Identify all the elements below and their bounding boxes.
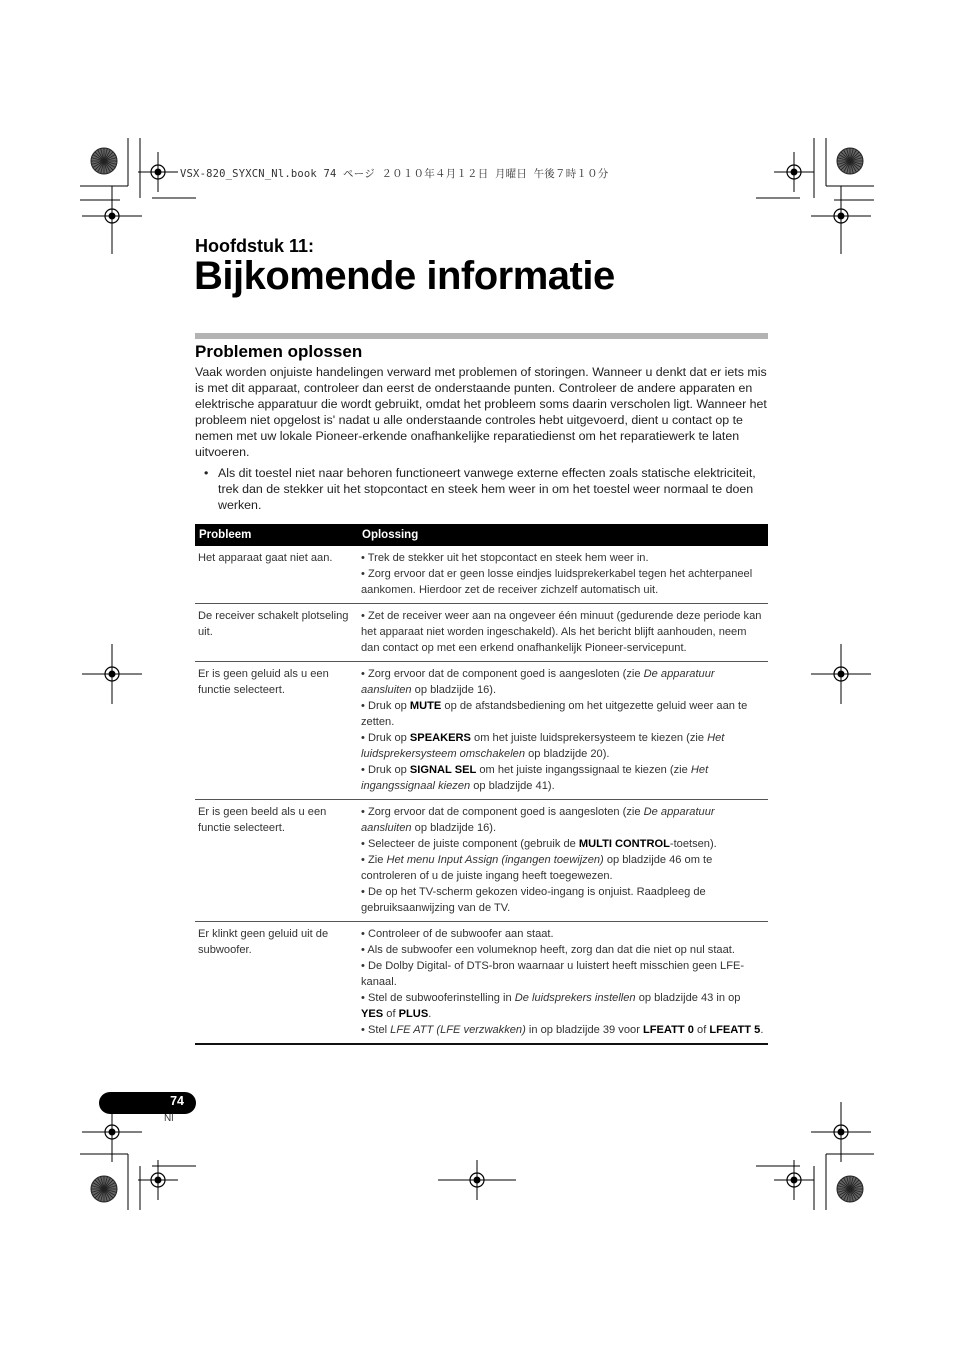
table-row xyxy=(195,922,768,1045)
solution-text: • Stel xyxy=(361,1024,391,1036)
reference-title: Het ingangssignaal kiezen xyxy=(361,764,709,792)
reference-title: Het menu Input Assign (ingangen toewijzen) xyxy=(386,854,604,866)
key-label: MUTE xyxy=(409,700,442,712)
reference-title: LFE ATT (LFE verzwakken) xyxy=(390,1024,526,1036)
solution-text: • De op het TV-scherm gekozen video-ingang is onjuist. Raadpleeg de gebruiksaanwijzing van de TV. xyxy=(361,886,706,914)
solution-line xyxy=(361,566,764,598)
key-label: LFEATT 0 xyxy=(642,1024,694,1036)
solution-text: op bladzijde 41). xyxy=(470,780,555,792)
solution-cell xyxy=(358,546,768,604)
solution-text: • Druk op xyxy=(361,700,410,712)
crosshair-dot xyxy=(155,1177,162,1184)
crosshair-dot xyxy=(791,169,798,176)
page-language: Nl xyxy=(164,1113,174,1124)
crosshair-dot xyxy=(791,1177,798,1184)
table-header-row xyxy=(195,524,768,546)
key-label: LFEATT 5 xyxy=(709,1024,761,1036)
solution-text: op bladzijde 43 in op xyxy=(635,992,741,1004)
header-solution: Oplossing xyxy=(358,524,768,546)
solution-line xyxy=(361,990,764,1022)
solution-text: -toetsen). xyxy=(669,838,717,850)
solution-text: op bladzijde 16). xyxy=(411,684,497,696)
key-label: YES xyxy=(361,1008,384,1020)
chapter-title: Bijkomende informatie xyxy=(194,254,615,298)
solution-text: op bladzijde 16). xyxy=(411,822,497,834)
crosshair-dot xyxy=(155,169,162,176)
crosshair-dot xyxy=(109,671,116,678)
key-label: SPEAKERS xyxy=(409,732,471,744)
problem-cell: Er is geen beeld als u een functie selecteert. xyxy=(195,800,358,922)
section-title: Problemen oplossen xyxy=(195,342,363,361)
key-label: MULTI CONTROL xyxy=(578,838,670,850)
bullet-text: Als dit toestel niet naar behoren functioneert vanwege externe effecten zoals statische elektriciteit, trek dan de stekker uit het stopcontact en steek hem weer in om het toestel weer normaal te doen werken. xyxy=(218,466,756,512)
solution-text: op bladzijde 20). xyxy=(525,748,610,760)
solution-line xyxy=(361,926,764,942)
solution-cell xyxy=(358,604,768,662)
solution-line xyxy=(361,730,764,762)
table-row xyxy=(195,800,768,922)
solution-text: • Zie xyxy=(361,854,387,866)
key-label: PLUS xyxy=(398,1008,429,1020)
reference-title: De apparatuur aansluiten xyxy=(361,806,715,834)
solution-line xyxy=(361,958,764,990)
solution-text: op bladzijde 46 om te controleren of u de juiste ingang heeft toegewezen. xyxy=(361,854,713,882)
solution-text: om het juiste luidsprekersysteem te kiezen (zie xyxy=(470,732,708,744)
chapter-label: Hoofdstuk 11: xyxy=(195,236,315,256)
solution-line xyxy=(361,804,764,836)
solution-text: • Stel de subwooferinstelling in xyxy=(361,992,515,1004)
solution-text: of xyxy=(383,1008,399,1020)
crosshair-dot xyxy=(838,1129,845,1136)
solution-text: om het juiste ingangssignaal te kiezen (zie xyxy=(476,764,691,776)
solution-line xyxy=(361,608,764,656)
solution-line xyxy=(361,666,764,698)
page-number: 74 xyxy=(170,1094,184,1108)
solution-line xyxy=(361,942,764,958)
reference-title: De luidsprekers instellen xyxy=(514,992,636,1004)
crosshair-dot xyxy=(109,1129,116,1136)
solution-text: • De Dolby Digital- of DTS-bron waarnaar u luistert heeft misschien geen LFE-kanaal. xyxy=(361,960,745,988)
solution-text: • Zet de receiver weer aan na ongeveer één minuut (gedurende deze periode kan het apparaat niet worden ingeschakeld). Als het bericht blijft aanhouden, neem dan contact op met een erkend onafhankelijk Pioneer-servicepunt. xyxy=(361,610,762,654)
print-header-line: VSX-820_SYXCN_Nl.book 74 ページ ２０１０年４月１２日 月曜日 午後７時１０分 xyxy=(180,168,609,180)
problem-cell: Er klinkt geen geluid uit de subwoofer. xyxy=(195,922,358,1045)
solution-text: op de afstandsbediening om het uitgezette geluid weer aan te zetten. xyxy=(361,700,748,728)
troubleshooting-table xyxy=(195,524,768,1045)
solution-text: • Druk op xyxy=(361,732,410,744)
solution-text: • Als de subwoofer een volumeknop heeft, zorg dan dat die niet op nul staat. xyxy=(361,944,735,956)
table-body xyxy=(195,546,768,1044)
solution-text: • Zorg ervoor dat de component goed is aangesloten (zie xyxy=(361,806,644,818)
solution-text: • Zorg ervoor dat de component goed is aangesloten (zie xyxy=(361,668,644,680)
solution-text: of xyxy=(693,1024,710,1036)
solution-line xyxy=(361,852,764,884)
solution-text: • Druk op xyxy=(361,764,410,776)
solution-line xyxy=(361,836,764,852)
section-rule xyxy=(195,333,768,339)
bullet-symbol: • xyxy=(204,466,209,480)
solution-text: • Trek de stekker uit het stopcontact en steek hem weer in. xyxy=(361,552,649,564)
problem-cell: De receiver schakelt plotseling uit. xyxy=(195,604,358,662)
solution-text: . xyxy=(428,1008,432,1020)
solution-line xyxy=(361,884,764,916)
reference-title: De apparatuur aansluiten xyxy=(361,668,715,696)
bullet-item xyxy=(204,465,772,513)
reference-title: Het luidsprekersysteem omschakelen xyxy=(361,732,725,760)
solution-cell xyxy=(358,922,768,1045)
key-label: SIGNAL SEL xyxy=(409,764,477,776)
solution-text: • Zorg ervoor dat er geen losse eindjes luidsprekerkabel tegen het achterpaneel aankomen. Hierdoor zet de receiver zichzelf automatisch uit. xyxy=(361,568,753,596)
crosshair-dot xyxy=(838,671,845,678)
solution-line xyxy=(361,762,764,794)
problem-cell: Het apparaat gaat niet aan. xyxy=(195,546,358,604)
intro-paragraph: Vaak worden onjuiste handelingen verward met problemen of storingen. Wanneer u denkt dat er iets mis is met dit apparaat, controleer dan eerst de onderstaande punten. Controleer de andere apparaten en elektrische apparatuur die wordt gebruikt, omdat het probleem soms daarin verscholen ligt. Wanneer het probleem niet opgelost is' nadat u alle onderstaande controles hebt uitgevoerd, dient u contact op te nemen met uw lokale Pioneer-erkende onafhankelijke reparatiedienst om het reparatiewerk te laten uitvoeren. xyxy=(195,365,767,459)
header-problem: Probleem xyxy=(195,524,358,546)
table-row xyxy=(195,546,768,604)
problem-cell: Er is geen geluid als u een functie selecteert. xyxy=(195,662,358,800)
solution-line xyxy=(361,698,764,730)
solution-line xyxy=(361,1022,764,1038)
solution-line xyxy=(361,550,764,566)
solution-cell xyxy=(358,800,768,922)
table-row xyxy=(195,604,768,662)
solution-text: • Controleer of de subwoofer aan staat. xyxy=(361,928,554,940)
solution-text: . xyxy=(760,1024,764,1036)
solution-text: in op bladzijde 39 voor xyxy=(525,1024,643,1036)
solution-cell xyxy=(358,662,768,800)
solution-text: • Selecteer de juiste component (gebruik de xyxy=(361,838,579,850)
table-row xyxy=(195,662,768,800)
